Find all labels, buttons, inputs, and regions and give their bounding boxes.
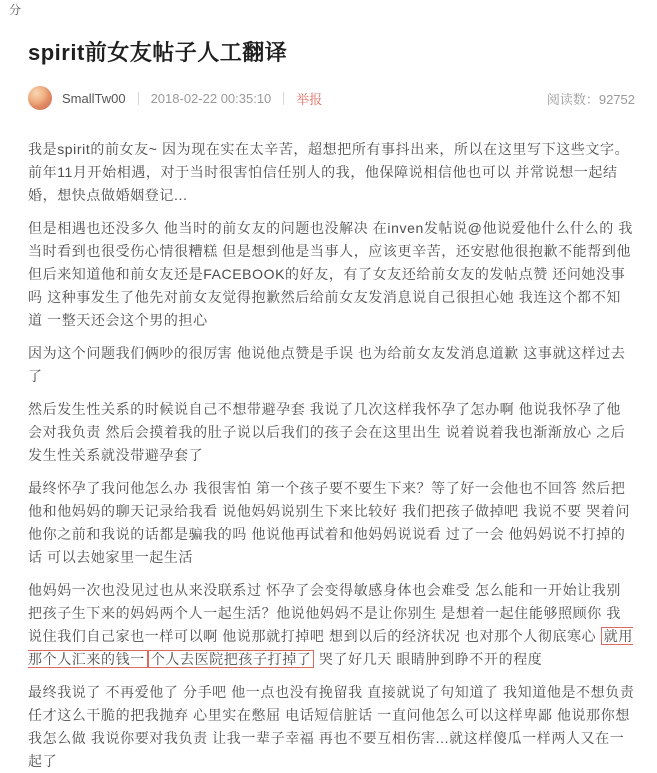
post-paragraph: 最终怀孕了我问他怎么办 我很害怕 第一个孩子要不要生下来？等了好一会他也不回答 然后把他和他妈妈的聊天记录给我看 说他妈妈说别生下来比较好 我们把孩子做掉吧 我说不要 哭着问他你之前和我说的话都是骗我的吗 他说他再试着和他妈妈说说看 过了一会 他妈妈说不打掉的话 可以去她家里一起生活: [28, 480, 630, 565]
paragraph-text: 他妈妈一次也没见过也从来没联系过 怀孕了会变得敏感身体也会难受 怎么能和一开始让我别把孩子生下来的妈妈两个人一起生活？他说他妈妈不是让你别生 是想着一起住能够照顾你 我说住我们自己家也一样可以啊 他说那就打掉吧 想到以后的经济状况 也对那个人彻底寒心: [28, 582, 621, 644]
view-count: 阅读数：92752: [546, 91, 635, 107]
paragraph-text: 哭了好几天 眼睛肿到睁不开的程度: [314, 651, 543, 667]
post-paragraph: 因为这个问题我们俩吵的很厉害 他说他点赞是手误 也为给前女友发消息道歉 这事就这样过去了: [28, 345, 626, 384]
post-meta: [28, 86, 635, 110]
meta-divider: [138, 92, 139, 105]
post-paragraph: 最终我说了 不再爱他了 分手吧 他一点也没有挽留我 直接就说了句知道了 我知道他是不想负责任才这么干脆的把我抛弃 心里实在憋屈 电话短信脏话 一直问他怎么可以这样卑鄙 他说那你想我怎么做 我说你要对我负责 让我一辈子幸福 再也不要互相伤害...就这样傻瓜一样两人又在一起了: [28, 684, 635, 769]
author-avatar[interactable]: [28, 86, 52, 110]
post-body: [28, 138, 635, 773]
post-paragraph: 我是spirit的前女友~ 因为现在实在太辛苦，超想把所有事抖出来，所以在这里写下这些文字。前年11月开始相遇，对于当时很害怕信任别人的我，他保障说相信他也可以 并常说想一起结婚，想快点做婚姻登记...: [28, 141, 630, 203]
post-date: 2018-02-22 00:35:10: [150, 90, 272, 106]
post-paragraph-highlighted: [28, 579, 635, 671]
red-annotation-box-1: 就用那个人汇来的钱一: [28, 628, 633, 667]
post-paragraph: 但是相遇也还没多久 他当时的前女友的问题也没解决 在inven发帖说@他说爱他什么什么的 我当时看到也很受伤心情很糟糕 但是想到他是当事人，应该更辛苦，还安慰他很抱歉不能帮到他 但后来知道他和前女友还是FACEBOOK的好友，有了女友还给前女友的发帖点赞 还问她没事吗 这种事发生了他先对前女友觉得抱歉然后给前女友发消息说自己很担心她 我连这个都不知道 一整天还会这个男的担心: [28, 220, 633, 328]
report-link[interactable]: 举报: [296, 91, 323, 107]
meta-divider: [283, 92, 284, 105]
post-title: spirit前女友帖子人工翻译: [28, 40, 288, 65]
author-name[interactable]: SmallTw00: [62, 90, 126, 106]
red-annotation-box-2: 个人去医院把孩子打掉了: [148, 650, 315, 668]
page-corner-text: 分: [9, 3, 22, 17]
post-paragraph: 然后发生性关系的时候说自己不想带避孕套 我说了几次这样我怀孕了怎办啊 他说我怀孕了他会对我负责 然后会摸着我的肚子说以后我们的孩子会在这里出生 说着说着我也渐渐放心 之后发生性关系就没带避孕套了: [28, 401, 626, 463]
